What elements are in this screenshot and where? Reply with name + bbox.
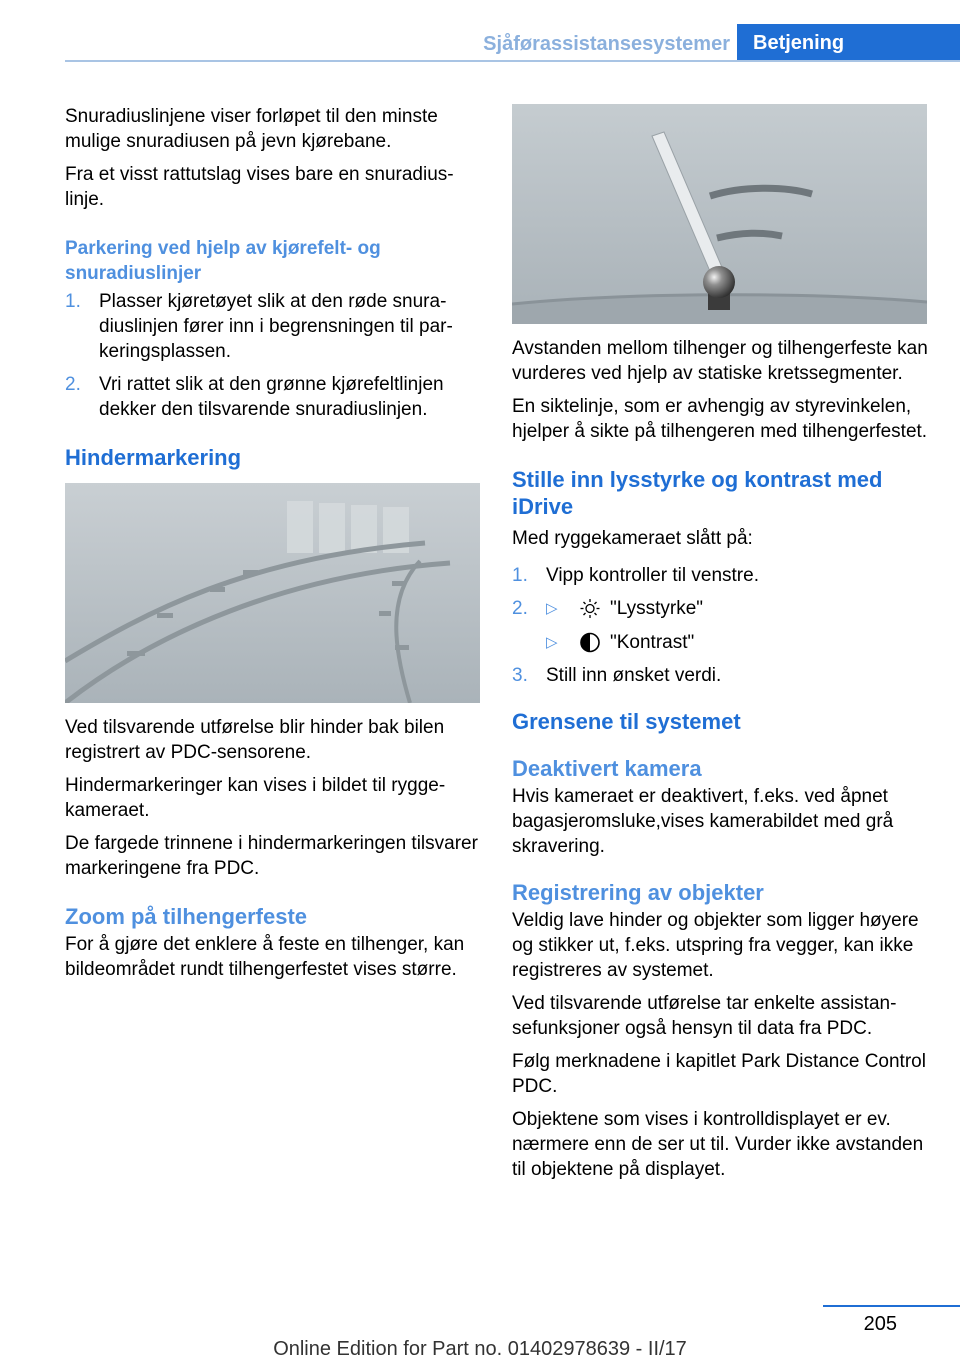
option-brightness (546, 596, 930, 621)
trailer-hitch-illustration (512, 104, 927, 324)
paragraph: Følg merknadene i kapitlet Park Distance Control PDC. (512, 1051, 926, 1097)
brightness-icon (576, 596, 604, 621)
step-number: 1. (512, 565, 528, 586)
heading-brightness: Stille inn lysstyrke og kontrast med iDrive (512, 467, 883, 519)
paragraph: Snuradiuslinjene viser forløpet til den minste mulige snuradiusen på jevn kjørebane. (65, 106, 438, 152)
step-number: 3. (512, 665, 528, 686)
step-number: 1. (65, 291, 81, 312)
header-rule (65, 60, 960, 62)
paragraph: Hindermarkeringer kan vises i bildet til ryggekameraet. (65, 775, 446, 821)
header-section-title: Sjåførassistansesystemer (483, 33, 730, 55)
heading-limits: Grensene til systemet (512, 709, 741, 734)
heading-zoom: Zoom på tilhengerfeste (65, 904, 308, 929)
step-text: Plasser kjøretøyet slik at den røde snuradiuslinjen fører inn i begrensningen til parkeringsplassen. (99, 291, 453, 362)
paragraph: De fargede trinnene i hindermarkeringen tilsvarer markeringene fra PDC. (65, 833, 478, 879)
paragraph: Veldig lave hinder og objekter som ligger høyere og stikker ut, f.eks. utspring fra vegger, kan ikke registreres av systemet. (512, 910, 919, 981)
paragraph: Objektene som vises i kontrolldisplayet er ev. nærmere enn de ser ut til. Vurder ikke avstanden til objektene på displayet. (512, 1109, 924, 1180)
list-item (65, 289, 485, 364)
parking-steps (65, 289, 485, 422)
option-contrast (546, 630, 930, 655)
paragraph: Ved tilsvarende utførelse tar enkelte assistansefunksjoner også hensyn til data fra PDC. (512, 993, 897, 1039)
trailer-hitch-image (512, 104, 927, 324)
list-item (512, 663, 930, 688)
obstacle-marking-illustration (65, 483, 480, 703)
paragraph: For å gjøre det enklere å feste en tilhenger, kan bildeområdet rundt tilhengerfestet vises større. (65, 934, 465, 980)
subheading-parking: Parkering ved hjelp av kjørefelt- og snuradiuslinjer (65, 238, 381, 284)
heading-object-detection: Registrering av objekter (512, 880, 764, 905)
paragraph: En siktelinje, som er avhengig av styrevinkelen, hjelper å sikte på tilhengeren med tilhengerfestet. (512, 396, 928, 442)
paragraph: Avstanden mellom tilhenger og tilhengerfeste kan vurderes ved hjelp av statiske kretssegmenter. (512, 338, 928, 384)
page-number: 205 (863, 1313, 897, 1335)
footer-rule (823, 1305, 960, 1307)
paragraph: Med ryggekameraet slått på: (512, 528, 753, 549)
option-label: "Lysstyrke" (610, 598, 704, 619)
brightness-steps (512, 563, 930, 688)
header-chapter-tab: Betjening (737, 24, 960, 62)
contrast-icon (576, 630, 604, 655)
list-item (65, 372, 485, 422)
list-item (512, 563, 930, 588)
list-item (512, 596, 930, 655)
step-text: Vri rattet slik at den grønne kjørefeltlinjen dekker den tilsvarende snuradiuslinjen. (99, 374, 444, 420)
triangle-bullet-icon: ▷ (546, 634, 558, 651)
left-column (65, 104, 485, 990)
paragraph: Fra et visst rattutslag vises bare en snuradius-linje. (65, 164, 454, 210)
step-text: Still inn ønsket verdi. (546, 665, 722, 686)
step-text: Vipp kontroller til venstre. (546, 565, 759, 586)
heading-deactivated-camera: Deaktivert kamera (512, 756, 702, 781)
right-column (512, 104, 930, 1190)
heading-obstacle: Hindermarkering (65, 445, 242, 470)
option-label: "Kontrast" (610, 632, 695, 653)
step-number: 2. (65, 374, 81, 395)
paragraph: Ved tilsvarende utførelse blir hinder bak bilen registrert av PDC-sensorene. (65, 717, 445, 763)
paragraph: Hvis kameraet er deaktivert, f.eks. ved åpnet bagasjeromsluke,vises kamerabildet med grå skravering. (512, 786, 894, 857)
step-number: 2. (512, 598, 528, 619)
edition-footer: Online Edition for Part no. 01402978639 - II/17 (273, 1338, 687, 1360)
triangle-bullet-icon: ▷ (546, 600, 558, 617)
obstacle-marking-image (65, 483, 480, 703)
